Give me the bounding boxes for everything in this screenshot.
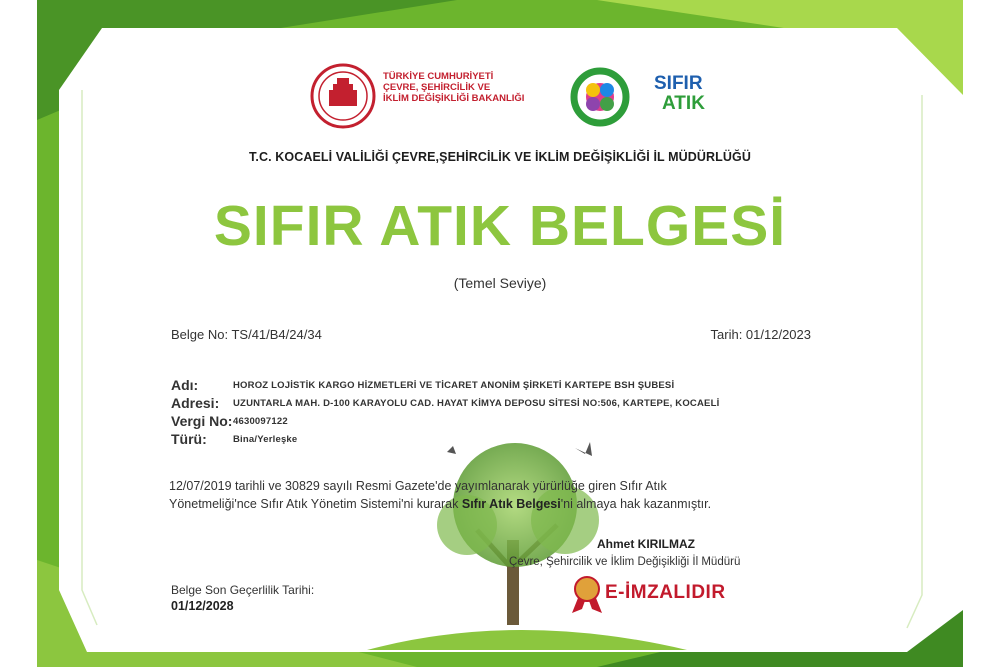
e-signature-label: E-İMZALIDIR [605, 582, 726, 603]
ministry-name [383, 71, 524, 104]
certificate [37, 0, 963, 667]
directorate-heading: T.C. KOCAELİ VALİLİĞİ ÇEVRE,ŞEHİRCİLİK VE İKLİM DEĞİŞİKLİĞİ İL MÜDÜRLÜĞÜ [249, 150, 751, 164]
type-label: Türü: [171, 431, 207, 447]
address-value: UZUNTARLA MAH. D-100 KARAYOLU CAD. HAYAT KİMYA DEPOSU SİTESİ NO:506, KARTEPE, KOCAELİ [233, 398, 720, 409]
statement-line-2 [169, 495, 829, 513]
type-value: Bina/Yerleşke [233, 434, 298, 445]
tax-number-label: Vergi No: [171, 413, 233, 429]
certificate-level: (Temel Seviye) [453, 275, 547, 291]
sifir-atik-logo-text [654, 74, 705, 114]
statement-line-1: 12/07/2019 tarihli ve 30829 sayılı Resmi Gazete'de yayımlanarak yürürlüğe giren Sıfır Atık [169, 479, 667, 493]
signer-name: Ahmet KIRILMAZ [597, 537, 695, 551]
statement-certificate-name: Sıfır Atık Belgesi [461, 497, 561, 511]
ministry-line-2: ÇEVRE, ŞEHİRCİLİK VE [383, 82, 491, 93]
sifir-logo-line-1: SIFIR [654, 73, 703, 94]
statement-line-2-end: 'ni almaya hak kazanmıştır. [560, 497, 712, 511]
name-label: Adı: [171, 377, 199, 393]
certificate-statement [169, 477, 829, 513]
address-label: Adresi: [171, 395, 220, 411]
document-number: Belge No: TS/41/B4/24/34 [171, 327, 322, 342]
validity-label: Belge Son Geçerlilik Tarihi: [171, 583, 315, 597]
validity-date: 01/12/2028 [171, 599, 234, 613]
certificate-title: SIFIR ATIK BELGESİ [213, 194, 787, 258]
sifir-logo-line-2: ATIK [662, 93, 705, 114]
signer-title: Çevre, Şehircilik ve İklim Değişikliği İl Müdürü [509, 556, 741, 568]
ministry-seal [312, 65, 374, 127]
name-value: HOROZ LOJİSTİK KARGO HİZMETLERİ VE TİCARET ANONİM ŞİRKETİ KARTEPE BSH ŞUBESİ [233, 380, 675, 391]
tax-number-value: 4630097122 [233, 416, 288, 427]
ministry-line-3: İKLİM DEĞİŞİKLİĞİ BAKANLIĞI [383, 93, 525, 104]
statement-line-2-start: Yönetmeliği'nce Sıfır Atık Yönetim Sistemi'ni kurarak [169, 497, 462, 511]
ministry-line-1: TÜRKİYE CUMHURİYETİ [383, 71, 494, 82]
document-date: Tarih: 01/12/2023 [710, 327, 811, 342]
